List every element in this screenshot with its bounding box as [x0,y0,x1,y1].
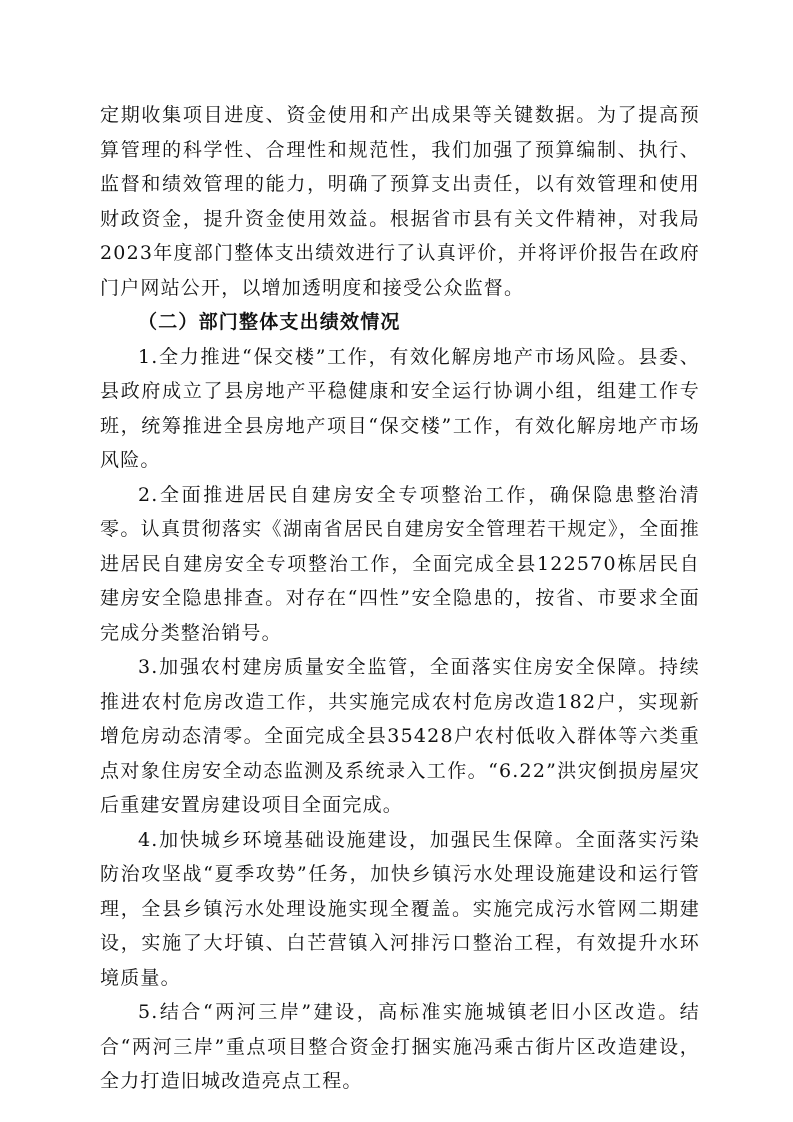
list-item: 3.加强农村建房质量安全监管，全面落实住房安全保障。持续推进农村危房改造工作，共实施完成农村危房改造182户，实现新增危房动态清零。全面完成全县35428户农村低收入群体等六类重点对象住房安全动态监测及系统录入工作。“6.22”洪灾倒损房屋灾后重建安置房建设项目全面完成。 [100,656,700,816]
document-page [100,98,700,1099]
list-item: 4.加快城乡环境基础设施建设，加强民生保障。全面落实污染防治攻坚战“夏季攻势”任务，加快乡镇污水处理设施建设和运行管理，全县乡镇污水处理设施实现全覆盖。实施完成污水管网二期建设，实施了大圩镇、白芒营镇入河排污口整治工程，有效提升水环境质量。 [100,828,700,989]
section-heading: （二）部门整体支出绩效情况 [138,311,401,333]
list-item: 5.结合“两河三岸”建设，高标准实施城镇老旧小区改造。结合“两河三岸”重点项目整合资金打捆实施冯乘古街片区改造建设，全力打造旧城改造亮点工程。 [100,1001,700,1092]
list-item: 1.全力推进“保交楼”工作，有效化解房地产市场风险。县委、县政府成立了县房地产平稳健康和安全运行协调小组，组建工作专班，统筹推进全县房地产项目“保交楼”工作，有效化解房地产市场风险。 [100,345,700,471]
intro-paragraph: 定期收集项目进度、资金使用和产出成果等关键数据。为了提高预算管理的科学性、合理性和规范性，我们加强了预算编制、执行、监督和绩效管理的能力，明确了预算支出责任，以有效管理和使用财政资金，提升资金使用效益。根据省市县有关文件精神，对我局2023年度部门整体支出绩效进行了认真评价，并将评价报告在政府门户网站公开，以增加透明度和接受公众监督。 [100,104,700,299]
list-item: 2.全面推进居民自建房安全专项整治工作，确保隐患整治清零。认真贯彻落实《湖南省居民自建房安全管理若干规定》，全面推进居民自建房安全专项整治工作，全面完成全县122570栋居民自建房安全隐患排查。对存在“四性”安全隐患的，按省、市要求全面完成分类整治销号。 [100,483,700,644]
